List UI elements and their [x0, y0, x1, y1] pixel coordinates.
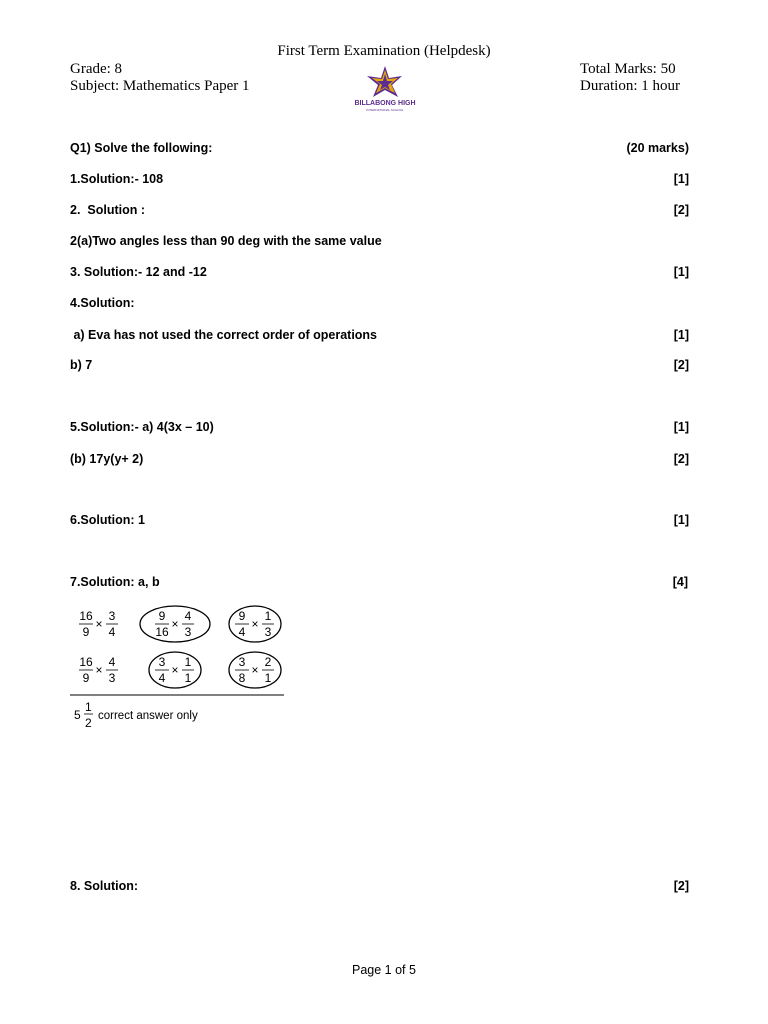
denominator: 3 — [264, 625, 272, 639]
denominator: 3 — [108, 671, 116, 685]
numerator: 1 — [184, 655, 192, 669]
denominator: 8 — [238, 671, 246, 685]
times-sign: × — [95, 663, 103, 677]
denominator: 16 — [155, 625, 169, 639]
answer-line — [70, 296, 689, 314]
marks-label: [1] — [673, 172, 689, 186]
answer-line — [70, 513, 689, 531]
marks-label: [1] — [673, 513, 689, 527]
marks-label: [2] — [673, 203, 689, 217]
page-number: Page 1 of 5 — [352, 963, 416, 977]
subject-label: Subject: Mathematics Paper 1 — [70, 78, 250, 94]
numerator: 3 — [108, 609, 116, 623]
denominator: 1 — [184, 671, 192, 685]
answer-note: correct answer only — [98, 710, 198, 722]
marks-label: [1] — [673, 265, 689, 279]
answer-denominator: 2 — [85, 716, 92, 730]
line-text: 2. Solution : — [70, 203, 145, 217]
answer-line — [70, 452, 689, 470]
line-text: 4.Solution: — [70, 296, 135, 310]
line-text: 1.Solution:- 108 — [70, 172, 164, 186]
total-marks-label: Total Marks: 50 — [580, 61, 676, 77]
answer-line — [70, 879, 689, 897]
circled-product — [229, 652, 281, 688]
q1-heading — [70, 141, 689, 159]
line-text: Q1) Solve the following: — [70, 141, 213, 155]
fraction-product — [79, 609, 118, 639]
line-text: (b) 17y(y+ 2) — [70, 452, 144, 466]
line-text: a) Eva has not used the correct order of operations — [70, 328, 378, 342]
answer-line — [70, 234, 689, 252]
worked-fraction-figure — [66, 600, 290, 736]
answer-line — [70, 203, 689, 221]
denominator: 3 — [184, 625, 192, 639]
logo-subtext: INTERNATIONAL SCHOOL — [366, 108, 404, 112]
times-sign: × — [251, 663, 259, 677]
numerator: 1 — [264, 609, 272, 623]
times-sign: × — [171, 617, 179, 631]
numerator: 9 — [158, 609, 166, 623]
denominator: 4 — [238, 625, 246, 639]
answer-numerator: 1 — [85, 700, 92, 714]
marks-label: [1] — [673, 420, 689, 434]
denominator: 9 — [82, 625, 90, 639]
line-text: 3. Solution:- 12 and -12 — [70, 265, 207, 279]
line-text: 8. Solution: — [70, 879, 139, 893]
line-text: 7.Solution: a, b — [70, 575, 160, 589]
circled-product — [229, 606, 281, 642]
exam-title: First Term Examination (Helpdesk) — [277, 43, 491, 59]
denominator: 4 — [158, 671, 166, 685]
grade-label: Grade: 8 — [70, 61, 123, 77]
answer-line — [70, 420, 689, 438]
circled-product — [149, 652, 201, 688]
answer-whole: 5 — [74, 708, 81, 722]
school-logo — [354, 64, 416, 114]
marks-label: (20 marks) — [626, 141, 689, 155]
numerator: 2 — [264, 655, 272, 669]
fraction-product — [79, 655, 118, 685]
numerator: 16 — [79, 655, 93, 669]
line-text: 5.Solution:- a) 4(3x – 10) — [70, 420, 214, 434]
times-sign: × — [251, 617, 259, 631]
answer-line — [70, 328, 689, 346]
denominator: 4 — [108, 625, 116, 639]
answer-line — [70, 172, 689, 190]
answer-line — [70, 265, 689, 283]
line-text: b) 7 — [70, 358, 93, 372]
marks-label: [2] — [673, 879, 689, 893]
denominator: 9 — [82, 671, 90, 685]
times-sign: × — [95, 617, 103, 631]
numerator: 4 — [184, 609, 192, 623]
marks-label: [4] — [672, 575, 688, 589]
logo-text: BILLABONG HIGH — [354, 100, 416, 107]
numerator: 3 — [238, 655, 246, 669]
answer-line — [70, 575, 689, 593]
times-sign: × — [171, 663, 179, 677]
answer-line — [70, 358, 689, 376]
numerator: 3 — [158, 655, 166, 669]
star-icon — [367, 66, 402, 97]
marks-label: [2] — [673, 358, 689, 372]
circled-product — [140, 606, 210, 642]
duration-label: Duration: 1 hour — [580, 78, 680, 94]
line-text: 6.Solution: 1 — [70, 513, 145, 527]
numerator: 16 — [79, 609, 93, 623]
marks-label: [2] — [673, 452, 689, 466]
marks-label: [1] — [673, 328, 689, 342]
numerator: 9 — [238, 609, 246, 623]
numerator: 4 — [108, 655, 116, 669]
line-text: 2(a)Two angles less than 90 deg with the same value — [70, 234, 382, 248]
denominator: 1 — [264, 671, 272, 685]
